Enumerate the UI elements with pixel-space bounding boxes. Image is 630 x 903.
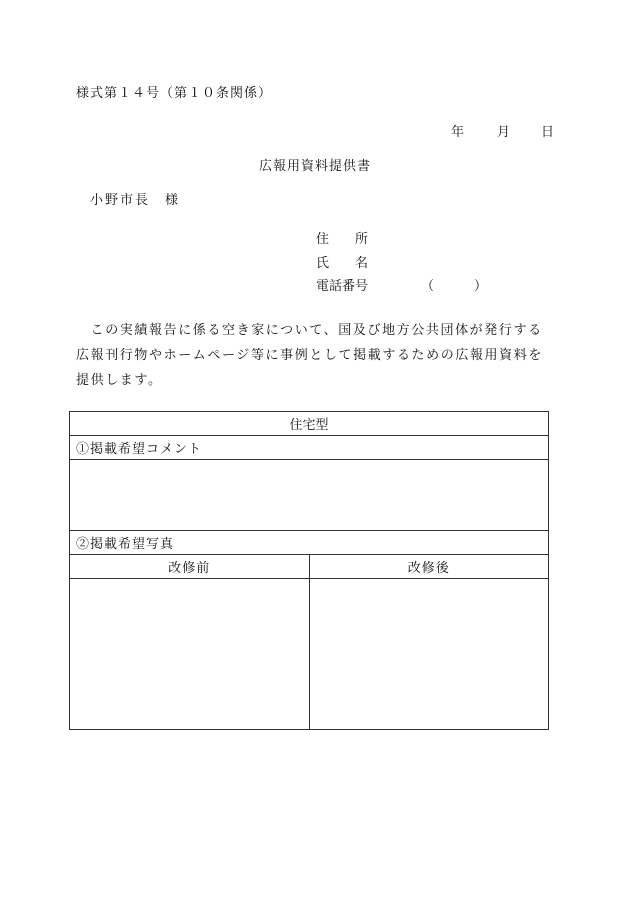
phone-paren-open: （ — [421, 279, 435, 294]
comment-label: ①掲載希望コメント — [70, 436, 549, 460]
phone-paren-close: ） — [474, 279, 488, 294]
table-header-housing-type: 住宅型 — [70, 412, 549, 436]
after-renovation-label: 改修後 — [309, 555, 549, 579]
phone-label: 電話番号 — [316, 279, 369, 294]
name-label: 氏 名 — [316, 256, 369, 271]
comment-field[interactable] — [70, 460, 549, 531]
date-day-label: 日 — [541, 125, 555, 140]
date-month-label: 月 — [497, 125, 511, 140]
before-photo-cell[interactable] — [70, 579, 310, 730]
submission-table — [69, 411, 549, 730]
address-label: 住 所 — [316, 232, 369, 247]
before-renovation-label: 改修前 — [70, 555, 310, 579]
date-year-label: 年 — [451, 125, 465, 140]
body-paragraph: この実績報告に係る空き家について、国及び地方公共団体が発行する広報刊行物やホームページ等に事例として掲載するための広報用資料を提供します。 — [76, 323, 543, 388]
photo-label: ②掲載希望写真 — [70, 531, 549, 555]
after-photo-cell[interactable] — [309, 579, 549, 730]
addressee: 小野市長 様 — [90, 193, 181, 208]
form-number: 様式第１４号（第１０条関係） — [76, 86, 273, 101]
document-title: 広報用資料提供書 — [258, 159, 371, 174]
